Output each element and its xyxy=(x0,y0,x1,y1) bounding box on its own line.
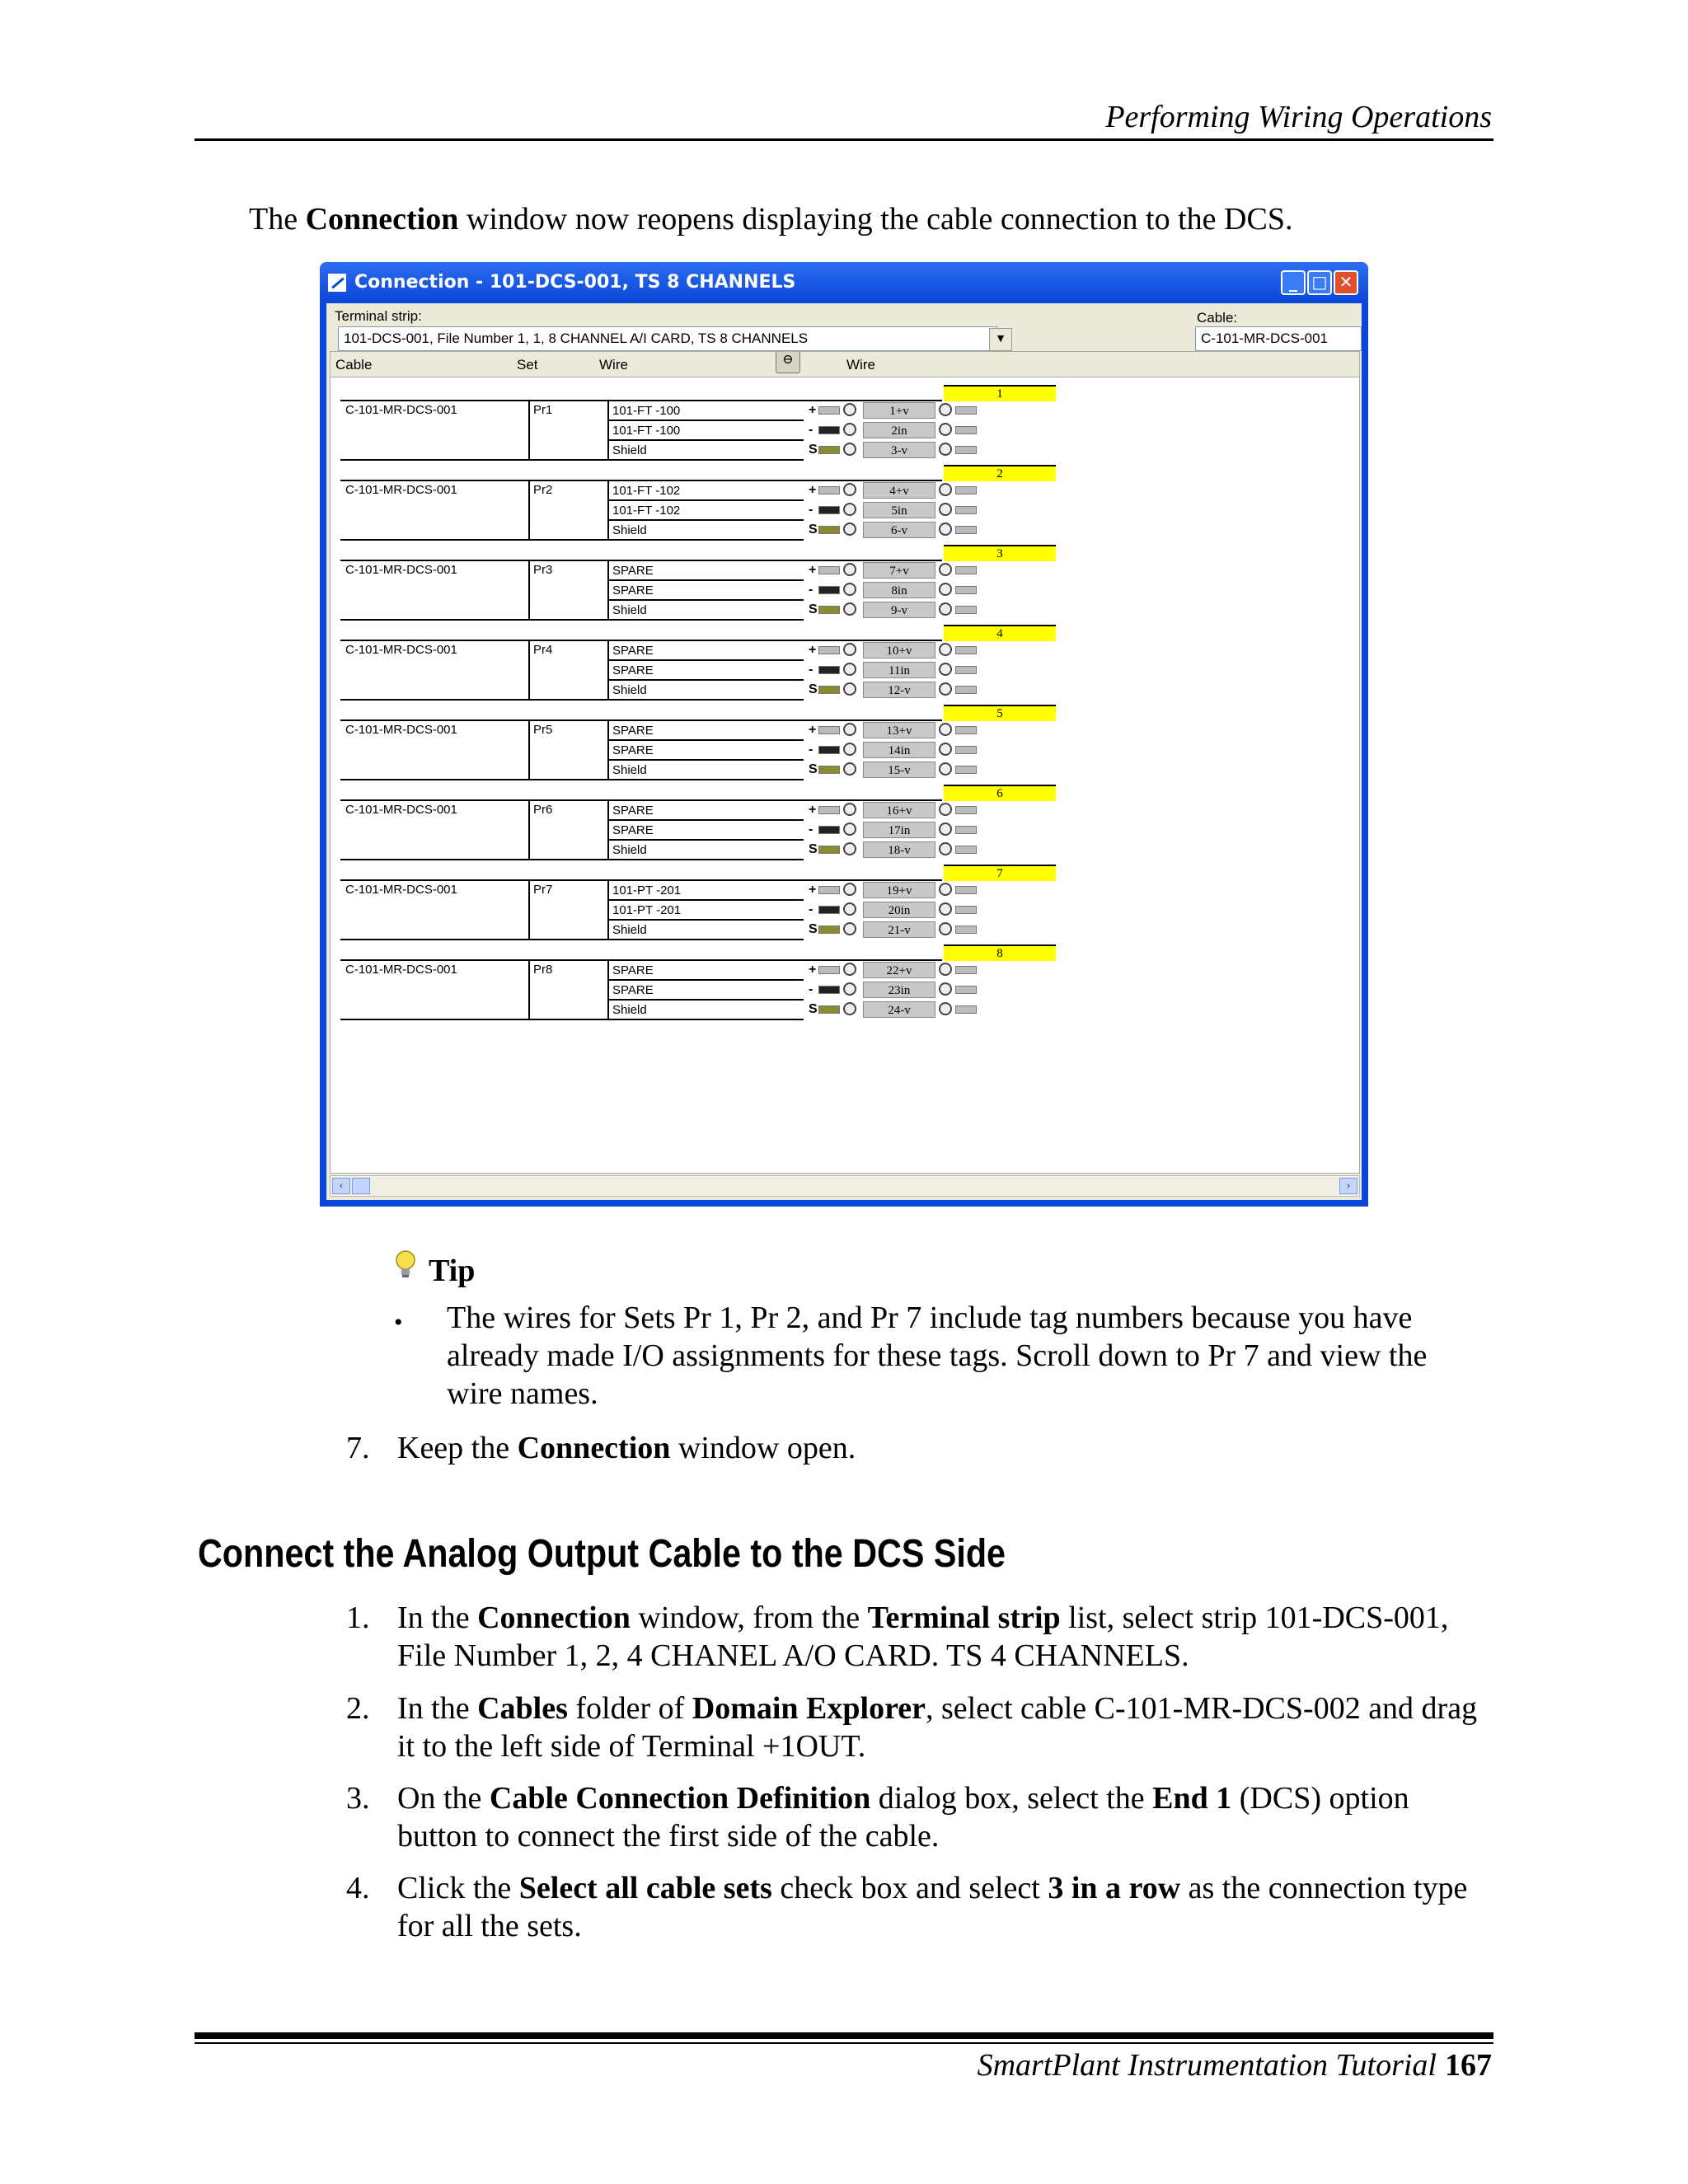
wire-cell[interactable]: Shield xyxy=(612,603,647,617)
wire-connector-icon xyxy=(955,926,977,934)
terminal-screw-icon[interactable] xyxy=(843,902,856,916)
wire-border xyxy=(607,519,804,521)
section-heading: Connect the Analog Output Cable to the DCS Side xyxy=(198,1532,1006,1576)
polarity-label: - xyxy=(809,663,814,677)
minimize-button[interactable]: _ xyxy=(1281,270,1306,295)
wire-cell[interactable]: 101-FT -102 xyxy=(612,504,681,518)
terminal-screw-icon[interactable] xyxy=(843,483,856,496)
terminal-cell[interactable]: 23in xyxy=(863,982,935,998)
wire-connector-icon xyxy=(818,846,840,854)
step-text: Keep the Connection window open. xyxy=(397,1431,856,1465)
polarity-label: - xyxy=(809,823,814,837)
wire-cell[interactable]: SPARE xyxy=(612,823,654,837)
col-divider xyxy=(607,879,609,940)
wire-connector-icon xyxy=(818,726,840,734)
horizontal-scrollbar[interactable] xyxy=(330,1175,1360,1197)
column-header-set: Set xyxy=(517,357,538,373)
wire-border xyxy=(607,919,804,921)
wire-cell[interactable]: SPARE xyxy=(612,804,654,818)
terminal-screw-icon[interactable] xyxy=(939,762,952,776)
step-number: 7. xyxy=(346,1431,370,1465)
step-number: 2. xyxy=(346,1691,370,1726)
wire-border xyxy=(607,939,804,940)
terminal-screw-icon[interactable] xyxy=(843,523,856,536)
wire-cell[interactable]: 101-FT -102 xyxy=(612,484,681,498)
terminal-cell[interactable]: 11in xyxy=(863,662,935,678)
wire-connector-icon xyxy=(955,666,977,674)
polarity-label: S xyxy=(809,1002,818,1016)
terminal-screw-icon[interactable] xyxy=(843,982,856,996)
lightbulb-icon xyxy=(394,1249,417,1279)
polarity-label: S xyxy=(809,443,818,457)
terminal-cell[interactable]: 2in xyxy=(863,422,935,438)
column-header-cable: Cable xyxy=(335,357,373,373)
wire-connector-icon xyxy=(955,806,977,814)
footer-title: SmartPlant Instrumentation Tutorial xyxy=(977,2048,1437,2083)
wire-connector-icon xyxy=(818,926,840,934)
set-cell: Pr6 xyxy=(533,803,553,817)
step-number: 4. xyxy=(346,1871,370,1905)
terminal-cell[interactable]: 3-v xyxy=(863,442,935,458)
terminal-screw-icon[interactable] xyxy=(939,902,952,916)
wire-connector-icon xyxy=(818,806,840,814)
col-divider xyxy=(607,480,609,541)
header-rule xyxy=(195,138,1493,141)
terminal-cell[interactable]: 9-v xyxy=(863,602,935,618)
polarity-label: - xyxy=(809,743,814,757)
cable-field[interactable]: C-101-MR-DCS-001 xyxy=(1195,326,1362,351)
wire-border xyxy=(607,819,804,821)
terminal-screw-icon[interactable] xyxy=(843,922,856,935)
terminal-cell[interactable]: 21-v xyxy=(863,921,935,938)
terminal-group-label: 4 xyxy=(944,625,1056,641)
window-title: Connection - 101-DCS-001, TS 8 CHANNELS xyxy=(354,272,796,293)
wire-connector-icon xyxy=(955,506,977,514)
wire-connector-icon xyxy=(955,446,977,454)
col-divider xyxy=(607,719,609,780)
row-top-border xyxy=(340,959,942,961)
terminal-cell[interactable]: 1+v xyxy=(863,402,935,419)
running-footer xyxy=(742,2047,1492,2083)
wire-cell[interactable]: SPARE xyxy=(612,724,654,738)
terminal-screw-icon[interactable] xyxy=(939,503,952,516)
wire-connector-icon xyxy=(955,906,977,914)
connection-window xyxy=(320,262,1368,1207)
wire-connector-icon xyxy=(955,986,977,994)
wire-border xyxy=(607,979,804,981)
polarity-label: S xyxy=(809,762,818,776)
terminal-cell[interactable]: 19+v xyxy=(863,882,935,898)
wire-connector-icon xyxy=(955,746,977,754)
wire-connector-icon xyxy=(818,606,840,614)
col-divider xyxy=(607,400,609,461)
terminal-screw-icon[interactable] xyxy=(843,563,856,576)
col-divider xyxy=(607,560,609,621)
terminal-screw-icon[interactable] xyxy=(939,883,952,896)
col-divider xyxy=(607,959,609,1020)
wire-connector-icon xyxy=(955,406,977,415)
wire-cell[interactable]: 101-PT -201 xyxy=(612,883,682,898)
scroll-left-icon[interactable]: ‹ xyxy=(332,1178,350,1194)
set-cell: Pr5 xyxy=(533,723,553,737)
wire-connector-icon xyxy=(818,586,840,594)
wire-connector-icon xyxy=(955,486,977,494)
terminal-screw-icon[interactable] xyxy=(939,723,952,736)
terminal-group-label: 8 xyxy=(944,944,1056,961)
wire-connector-icon xyxy=(818,566,840,574)
cable-cell: C-101-MR-DCS-001 xyxy=(345,563,457,577)
wire-connector-icon xyxy=(818,1005,840,1014)
terminal-screw-icon[interactable] xyxy=(843,503,856,516)
terminal-screw-icon[interactable] xyxy=(939,523,952,536)
terminal-cell[interactable]: 13+v xyxy=(863,722,935,738)
terminal-cell[interactable]: 14in xyxy=(863,742,935,758)
wire-cell[interactable]: Shield xyxy=(612,843,647,857)
terminal-cell[interactable]: 24-v xyxy=(863,1001,935,1018)
intro-text: The xyxy=(249,202,306,237)
polarity-label: - xyxy=(809,503,814,517)
wire-cell[interactable]: Shield xyxy=(612,923,647,937)
terminal-screw-icon[interactable] xyxy=(843,762,856,776)
wire-border xyxy=(607,899,804,901)
wire-connector-icon xyxy=(955,426,977,434)
wire-connector-icon xyxy=(955,1005,977,1014)
cable-cell: C-101-MR-DCS-001 xyxy=(345,723,457,737)
step-text: On the Cable Connection Definition dialog box, select the End 1 (DCS) option button to connect the first side of the cable. xyxy=(397,1781,1409,1854)
terminal-screw-icon[interactable] xyxy=(843,823,856,836)
chevron-down-icon[interactable]: ▼ xyxy=(989,328,1012,351)
terminal-cell[interactable]: 10+v xyxy=(863,642,935,658)
terminal-screw-icon[interactable] xyxy=(939,823,952,836)
polarity-label: - xyxy=(809,423,814,437)
terminal-group-label: 5 xyxy=(944,705,1056,721)
terminal-cell[interactable]: 4+v xyxy=(863,482,935,499)
page-number: 167 xyxy=(1445,2048,1492,2083)
terminal-cell[interactable]: 20in xyxy=(863,902,935,918)
wire-connector-icon xyxy=(818,886,840,894)
wire-cell[interactable]: SPARE xyxy=(612,644,654,658)
row-top-border xyxy=(340,879,942,881)
terminal-screw-icon[interactable] xyxy=(939,403,952,416)
terminal-screw-icon[interactable] xyxy=(843,883,856,896)
wire-cell[interactable]: SPARE xyxy=(612,963,654,977)
wire-cell[interactable]: Shield xyxy=(612,523,647,537)
wire-cell[interactable]: SPARE xyxy=(612,983,654,997)
cable-cell: C-101-MR-DCS-001 xyxy=(345,403,457,417)
wire-connector-icon xyxy=(955,766,977,774)
terminal-screw-icon[interactable] xyxy=(939,663,952,676)
column-header-wire-right: Wire xyxy=(846,357,875,373)
wire-border xyxy=(607,579,804,581)
wire-cell[interactable]: Shield xyxy=(612,683,647,697)
col-divider xyxy=(528,959,530,1020)
terminal-screw-icon[interactable] xyxy=(939,443,952,456)
cable-cell: C-101-MR-DCS-001 xyxy=(345,483,457,497)
cable-cell: C-101-MR-DCS-001 xyxy=(345,883,457,897)
maximize-button[interactable]: □ xyxy=(1307,270,1332,295)
terminal-screw-icon[interactable] xyxy=(843,643,856,656)
terminal-screw-icon[interactable] xyxy=(843,743,856,756)
window-titlebar xyxy=(320,262,1368,303)
terminal-screw-icon[interactable] xyxy=(843,663,856,676)
wire-cell[interactable]: 101-FT -100 xyxy=(612,424,681,438)
step-number: 3. xyxy=(346,1781,370,1816)
set-cell: Pr1 xyxy=(533,403,553,417)
terminal-cell[interactable]: 17in xyxy=(863,822,935,838)
wire-cell[interactable]: Shield xyxy=(612,443,647,457)
terminal-screw-icon[interactable] xyxy=(843,602,856,616)
wire-connector-icon xyxy=(818,406,840,415)
col-divider xyxy=(528,480,530,541)
terminal-screw-icon[interactable] xyxy=(843,803,856,816)
terminal-screw-icon[interactable] xyxy=(939,922,952,935)
wire-border xyxy=(607,419,804,421)
cable-cell: C-101-MR-DCS-001 xyxy=(345,963,457,977)
step-text: In the Connection window, from the Terminal strip list, select strip 101-DCS-001, File Number 1, 2, 4 CHANEL A/O CARD. TS 4 CHANNELS. xyxy=(397,1601,1449,1673)
step-number: 1. xyxy=(346,1601,370,1635)
row-top-border xyxy=(340,640,942,641)
wire-connector-icon xyxy=(818,906,840,914)
polarity-label: + xyxy=(809,643,817,657)
wire-border xyxy=(607,459,804,461)
terminal-screw-icon[interactable] xyxy=(939,682,952,696)
cable-cell: C-101-MR-DCS-001 xyxy=(345,643,457,657)
col-divider xyxy=(528,719,530,780)
cable-label: Cable: xyxy=(1197,310,1238,326)
terminal-group-label: 2 xyxy=(944,465,1056,481)
terminal-cell[interactable]: 16+v xyxy=(863,802,935,818)
wire-border xyxy=(607,439,804,441)
terminal-group-label: 7 xyxy=(944,865,1056,881)
col-divider xyxy=(528,400,530,461)
wire-connector-icon xyxy=(818,826,840,834)
app-icon xyxy=(328,274,346,292)
terminal-screw-icon[interactable] xyxy=(843,842,856,855)
wire-border xyxy=(607,739,804,741)
wire-connector-icon xyxy=(955,846,977,854)
set-cell: Pr3 xyxy=(533,563,553,577)
intro-paragraph xyxy=(249,201,1292,237)
polarity-label: + xyxy=(809,883,817,897)
terminal-screw-icon[interactable] xyxy=(843,963,856,976)
polarity-label: S xyxy=(809,922,818,936)
wire-border xyxy=(607,1019,804,1020)
wire-connector-icon xyxy=(818,486,840,494)
wire-connector-icon xyxy=(955,686,977,694)
terminal-screw-icon[interactable] xyxy=(939,743,952,756)
terminal-strip-label: Terminal strip: xyxy=(335,308,422,324)
col-divider xyxy=(528,560,530,621)
wire-connector-icon xyxy=(955,646,977,654)
row-top-border xyxy=(340,719,942,721)
row-top-border xyxy=(340,480,942,481)
row-top-border xyxy=(340,560,942,561)
wire-connector-icon xyxy=(818,986,840,994)
footer-rule-thin xyxy=(195,2042,1493,2044)
wire-connector-icon xyxy=(818,746,840,754)
terminal-screw-icon[interactable] xyxy=(939,643,952,656)
set-cell: Pr2 xyxy=(533,483,553,497)
set-cell: Pr8 xyxy=(533,963,553,977)
terminal-cell[interactable]: 7+v xyxy=(863,562,935,579)
wire-connector-icon xyxy=(818,506,840,514)
row-top-border xyxy=(340,799,942,801)
intro-text-end: window now reopens displaying the cable connection to the DCS. xyxy=(458,202,1293,237)
polarity-label: - xyxy=(809,982,814,996)
col-divider xyxy=(528,799,530,860)
wire-border xyxy=(607,679,804,681)
wire-connector-icon xyxy=(818,646,840,654)
wire-connector-icon xyxy=(955,726,977,734)
wire-border xyxy=(607,699,804,701)
wire-border xyxy=(607,659,804,661)
wire-border xyxy=(607,619,804,621)
polarity-label: S xyxy=(809,602,818,616)
polarity-label: - xyxy=(809,583,814,597)
wire-border xyxy=(607,859,804,860)
terminal-screw-icon[interactable] xyxy=(939,483,952,496)
grid-header xyxy=(331,352,1360,377)
scroll-thumb[interactable] xyxy=(352,1178,370,1194)
wire-cell[interactable]: SPARE xyxy=(612,743,654,757)
terminal-cell[interactable]: 8in xyxy=(863,582,935,598)
running-header: Performing Wiring Operations xyxy=(1105,100,1492,134)
wire-connector-icon xyxy=(818,686,840,694)
tip-text: The wires for Sets Pr 1, Pr 2, and Pr 7 include tag numbers because you have already made I/O assignments for these tags. Scroll down to Pr 7 and view the wire names. xyxy=(447,1301,1428,1411)
terminal-screw-icon[interactable] xyxy=(843,723,856,736)
close-button[interactable]: ✕ xyxy=(1334,270,1358,295)
wire-border xyxy=(607,759,804,761)
cable-cell: C-101-MR-DCS-001 xyxy=(345,803,457,817)
wire-cell[interactable]: SPARE xyxy=(612,564,654,578)
wire-connector-icon xyxy=(818,526,840,534)
polarity-label: S xyxy=(809,842,818,856)
wire-border xyxy=(607,599,804,601)
col-divider xyxy=(528,640,530,701)
wire-border xyxy=(607,499,804,501)
polarity-label: + xyxy=(809,803,817,817)
wire-connector-icon xyxy=(818,446,840,454)
intro-bold: Connection xyxy=(305,202,459,237)
wire-connector-icon xyxy=(955,826,977,834)
terminal-cell[interactable]: 12-v xyxy=(863,682,935,698)
terminal-settings-button[interactable]: ⊖ xyxy=(776,351,800,373)
terminal-screw-icon[interactable] xyxy=(843,583,856,596)
terminal-cell[interactable]: 15-v xyxy=(863,762,935,778)
col-divider xyxy=(528,879,530,940)
tip-bullet: • xyxy=(394,1309,403,1336)
step-text: In the Cables folder of Domain Explorer, select cable C-101-MR-DCS-002 and drag it to the left side of Terminal +1OUT. xyxy=(397,1691,1478,1764)
wire-connector-icon xyxy=(818,766,840,774)
wire-cell[interactable]: SPARE xyxy=(612,583,654,598)
row-top-border xyxy=(340,400,942,401)
wire-cell[interactable]: Shield xyxy=(612,763,647,777)
wire-connector-icon xyxy=(955,526,977,534)
wire-connector-icon xyxy=(955,606,977,614)
set-cell: Pr4 xyxy=(533,643,553,657)
terminal-group-label: 3 xyxy=(944,545,1056,561)
wire-connector-icon xyxy=(818,426,840,434)
terminal-screw-icon[interactable] xyxy=(939,563,952,576)
terminal-screw-icon[interactable] xyxy=(939,842,952,855)
column-header-wire: Wire xyxy=(599,357,628,373)
wire-connector-icon xyxy=(818,966,840,974)
scroll-right-icon[interactable]: › xyxy=(1339,1178,1357,1194)
window-client xyxy=(326,303,1362,1200)
wire-connector-icon xyxy=(955,966,977,974)
terminal-group-label: 1 xyxy=(944,385,1056,401)
terminal-strip-select[interactable]: 101-DCS-001, File Number 1, 1, 8 CHANNEL A/I CARD, TS 8 CHANNELS xyxy=(338,326,997,351)
wire-connector-icon xyxy=(818,666,840,674)
connection-grid xyxy=(330,351,1360,1174)
terminal-screw-icon[interactable] xyxy=(843,682,856,696)
polarity-label: - xyxy=(809,902,814,916)
terminal-screw-icon[interactable] xyxy=(939,1002,952,1015)
col-divider xyxy=(607,640,609,701)
polarity-label: + xyxy=(809,483,817,497)
terminal-cell[interactable]: 18-v xyxy=(863,841,935,858)
wire-border xyxy=(607,999,804,1001)
terminal-screw-icon[interactable] xyxy=(843,1002,856,1015)
wire-cell[interactable]: Shield xyxy=(612,1003,647,1017)
wire-cell[interactable]: 101-FT -100 xyxy=(612,404,681,418)
wire-border xyxy=(607,779,804,780)
polarity-label: + xyxy=(809,403,817,417)
terminal-screw-icon[interactable] xyxy=(843,403,856,416)
terminal-screw-icon[interactable] xyxy=(843,443,856,456)
set-cell: Pr7 xyxy=(533,883,553,897)
polarity-label: S xyxy=(809,523,818,537)
terminal-cell[interactable]: 22+v xyxy=(863,962,935,978)
wire-connector-icon xyxy=(955,566,977,574)
polarity-label: + xyxy=(809,563,817,577)
terminal-cell[interactable]: 6-v xyxy=(863,522,935,538)
terminal-screw-icon[interactable] xyxy=(843,423,856,436)
wire-connector-icon xyxy=(955,886,977,894)
terminal-screw-icon[interactable] xyxy=(939,583,952,596)
terminal-screw-icon[interactable] xyxy=(939,803,952,816)
terminal-screw-icon[interactable] xyxy=(939,423,952,436)
polarity-label: + xyxy=(809,723,817,737)
polarity-label: + xyxy=(809,963,817,977)
terminal-screw-icon[interactable] xyxy=(939,602,952,616)
terminal-cell[interactable]: 5in xyxy=(863,502,935,518)
terminal-screw-icon[interactable] xyxy=(939,963,952,976)
wire-cell[interactable]: SPARE xyxy=(612,663,654,677)
terminal-group-label: 6 xyxy=(944,785,1056,801)
wire-border xyxy=(607,539,804,541)
wire-connector-icon xyxy=(955,586,977,594)
footer-rule xyxy=(195,2032,1493,2039)
terminal-screw-icon[interactable] xyxy=(939,982,952,996)
wire-cell[interactable]: 101-PT -201 xyxy=(612,903,682,917)
step-text: Click the Select all cable sets check box and select 3 in a row as the connection type for all the sets. xyxy=(397,1871,1468,1943)
wire-border xyxy=(607,839,804,841)
tip-heading: Tip xyxy=(429,1254,476,1288)
polarity-label: S xyxy=(809,682,818,696)
col-divider xyxy=(607,799,609,860)
